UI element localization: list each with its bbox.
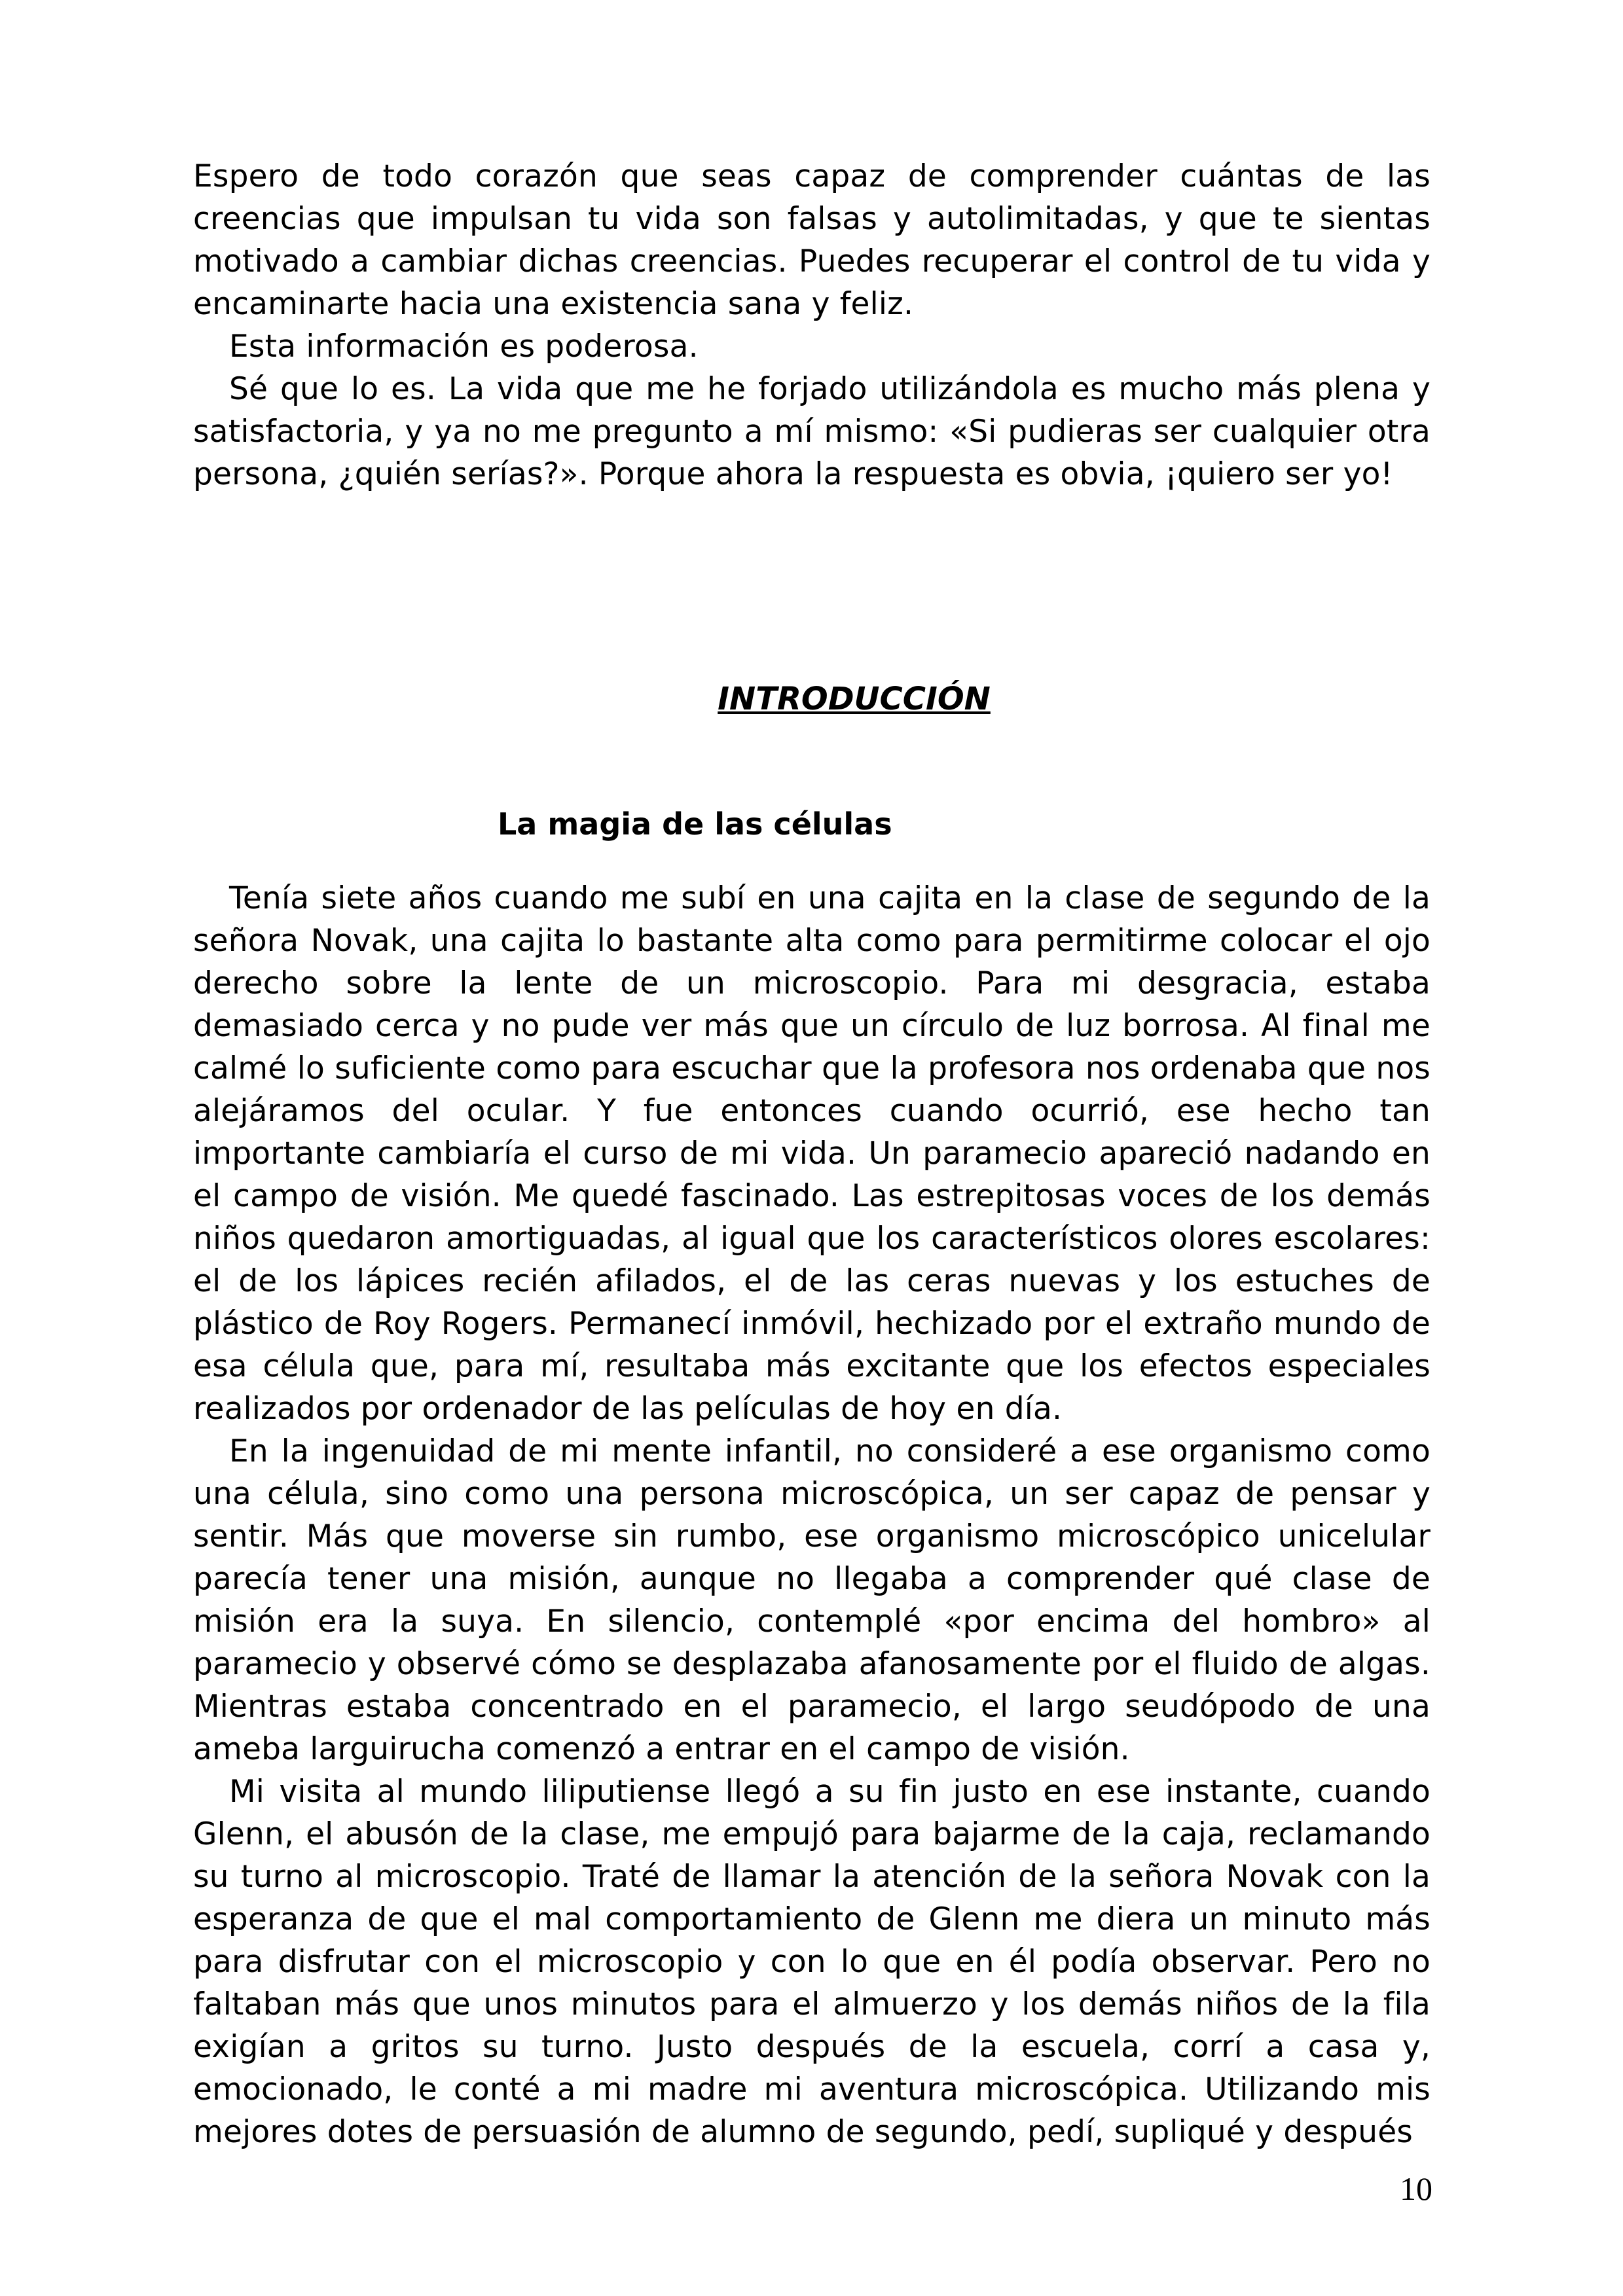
chapter-title: INTRODUCCIÓN xyxy=(718,681,991,717)
body-paragraph-3: Mi visita al mundo liliputiense llegó a su fin justo en ese instante, cuando Glenn, el abusón de la clase, me empujó para bajarme de la caja, reclamando su turno al microscopio. Traté de llamar la atención de la señora Novak con la esperanza de que el mal comportamiento de Glenn me diera un minuto más para disfrutar con el microscopio y con lo que en él podía observar. Pero no faltaban más que unos minutos para el almuerzo y los demás niños de la fila exigían a gritos su turno. Justo después de la escuela, corrí a casa y, emocionado, le conté a mi madre mi aventura microscópica. Utilizando mis mejores dotes de persuasión de alumno de segundo, pedí, supliqué y después xyxy=(193,1774,1431,2150)
intro-paragraph-1: Espero de todo corazón que seas capaz de comprender cuántas de las creencias que impulsan tu vida son falsas y autolimitadas, y que te sientas motivado a cambiar dichas creencias. Puedes recuperar el control de tu vida y encaminarte hacia una existencia sana y feliz. xyxy=(193,158,1431,322)
page-number: 10 xyxy=(1400,2170,1432,2207)
body-paragraph-2: En la ingenuidad de mi mente infantil, no consideré a ese organismo como una célula, sino como una persona microscópica, un ser capaz de pensar y sentir. Más que moverse sin rumbo, ese organismo microscópico unicelular parecía tener una misión, aunque no llegaba a comprender qué clase de misión era la suya. En silencio, contemplé «por encima del hombro» al paramecio y observé cómo se desplazaba afanosamente por el fluido de algas. Mientras estaba concentrado en el paramecio, el largo seudópodo de una ameba larguirucha comenzó a entrar en el campo de visión. xyxy=(193,1433,1431,1767)
intro-text-block xyxy=(193,155,1431,495)
intro-paragraph-2: Esta información es poderosa. xyxy=(229,329,699,365)
section-title: La magia de las células xyxy=(498,806,892,842)
body-text-block xyxy=(193,877,1431,2153)
body-paragraph-1: Tenía siete años cuando me subí en una cajita en la clase de segundo de la señora Novak, una cajita lo bastante alta como para permitirme colocar el ojo derecho sobre la lente de un microscopio. Para mi desgracia, estaba demasiado cerca y no pude ver más que un círculo de luz borrosa. Al final me calmé lo suficiente como para escuchar que la profesora nos ordenaba que nos alejáramos del ocular. Y fue entonces cuando ocurrió, ese hecho tan importante cambiaría el curso de mi vida. Un paramecio apareció nadando en el campo de visión. Me quedé fascinado. Las estrepitosas voces de los demás niños quedaron amortiguadas, al igual que los característicos olores escolares: el de los lápices recién afilados, el de las ceras nuevas y los estuches de plástico de Roy Rogers. Permanecí inmóvil, hechizado por el extraño mundo de esa célula que, para mí, resultaba más excitante que los efectos especiales realizados por ordenador de las películas de hoy en día. xyxy=(193,880,1431,1427)
intro-paragraph-3: Sé que lo es. La vida que me he forjado utilizándola es mucho más plena y satisfactoria, y ya no me pregunto a mí mismo: «Si pudieras ser cualquier otra persona, ¿quién serías?». Porque ahora la respuesta es obvia, ¡quiero ser yo! xyxy=(193,371,1431,492)
